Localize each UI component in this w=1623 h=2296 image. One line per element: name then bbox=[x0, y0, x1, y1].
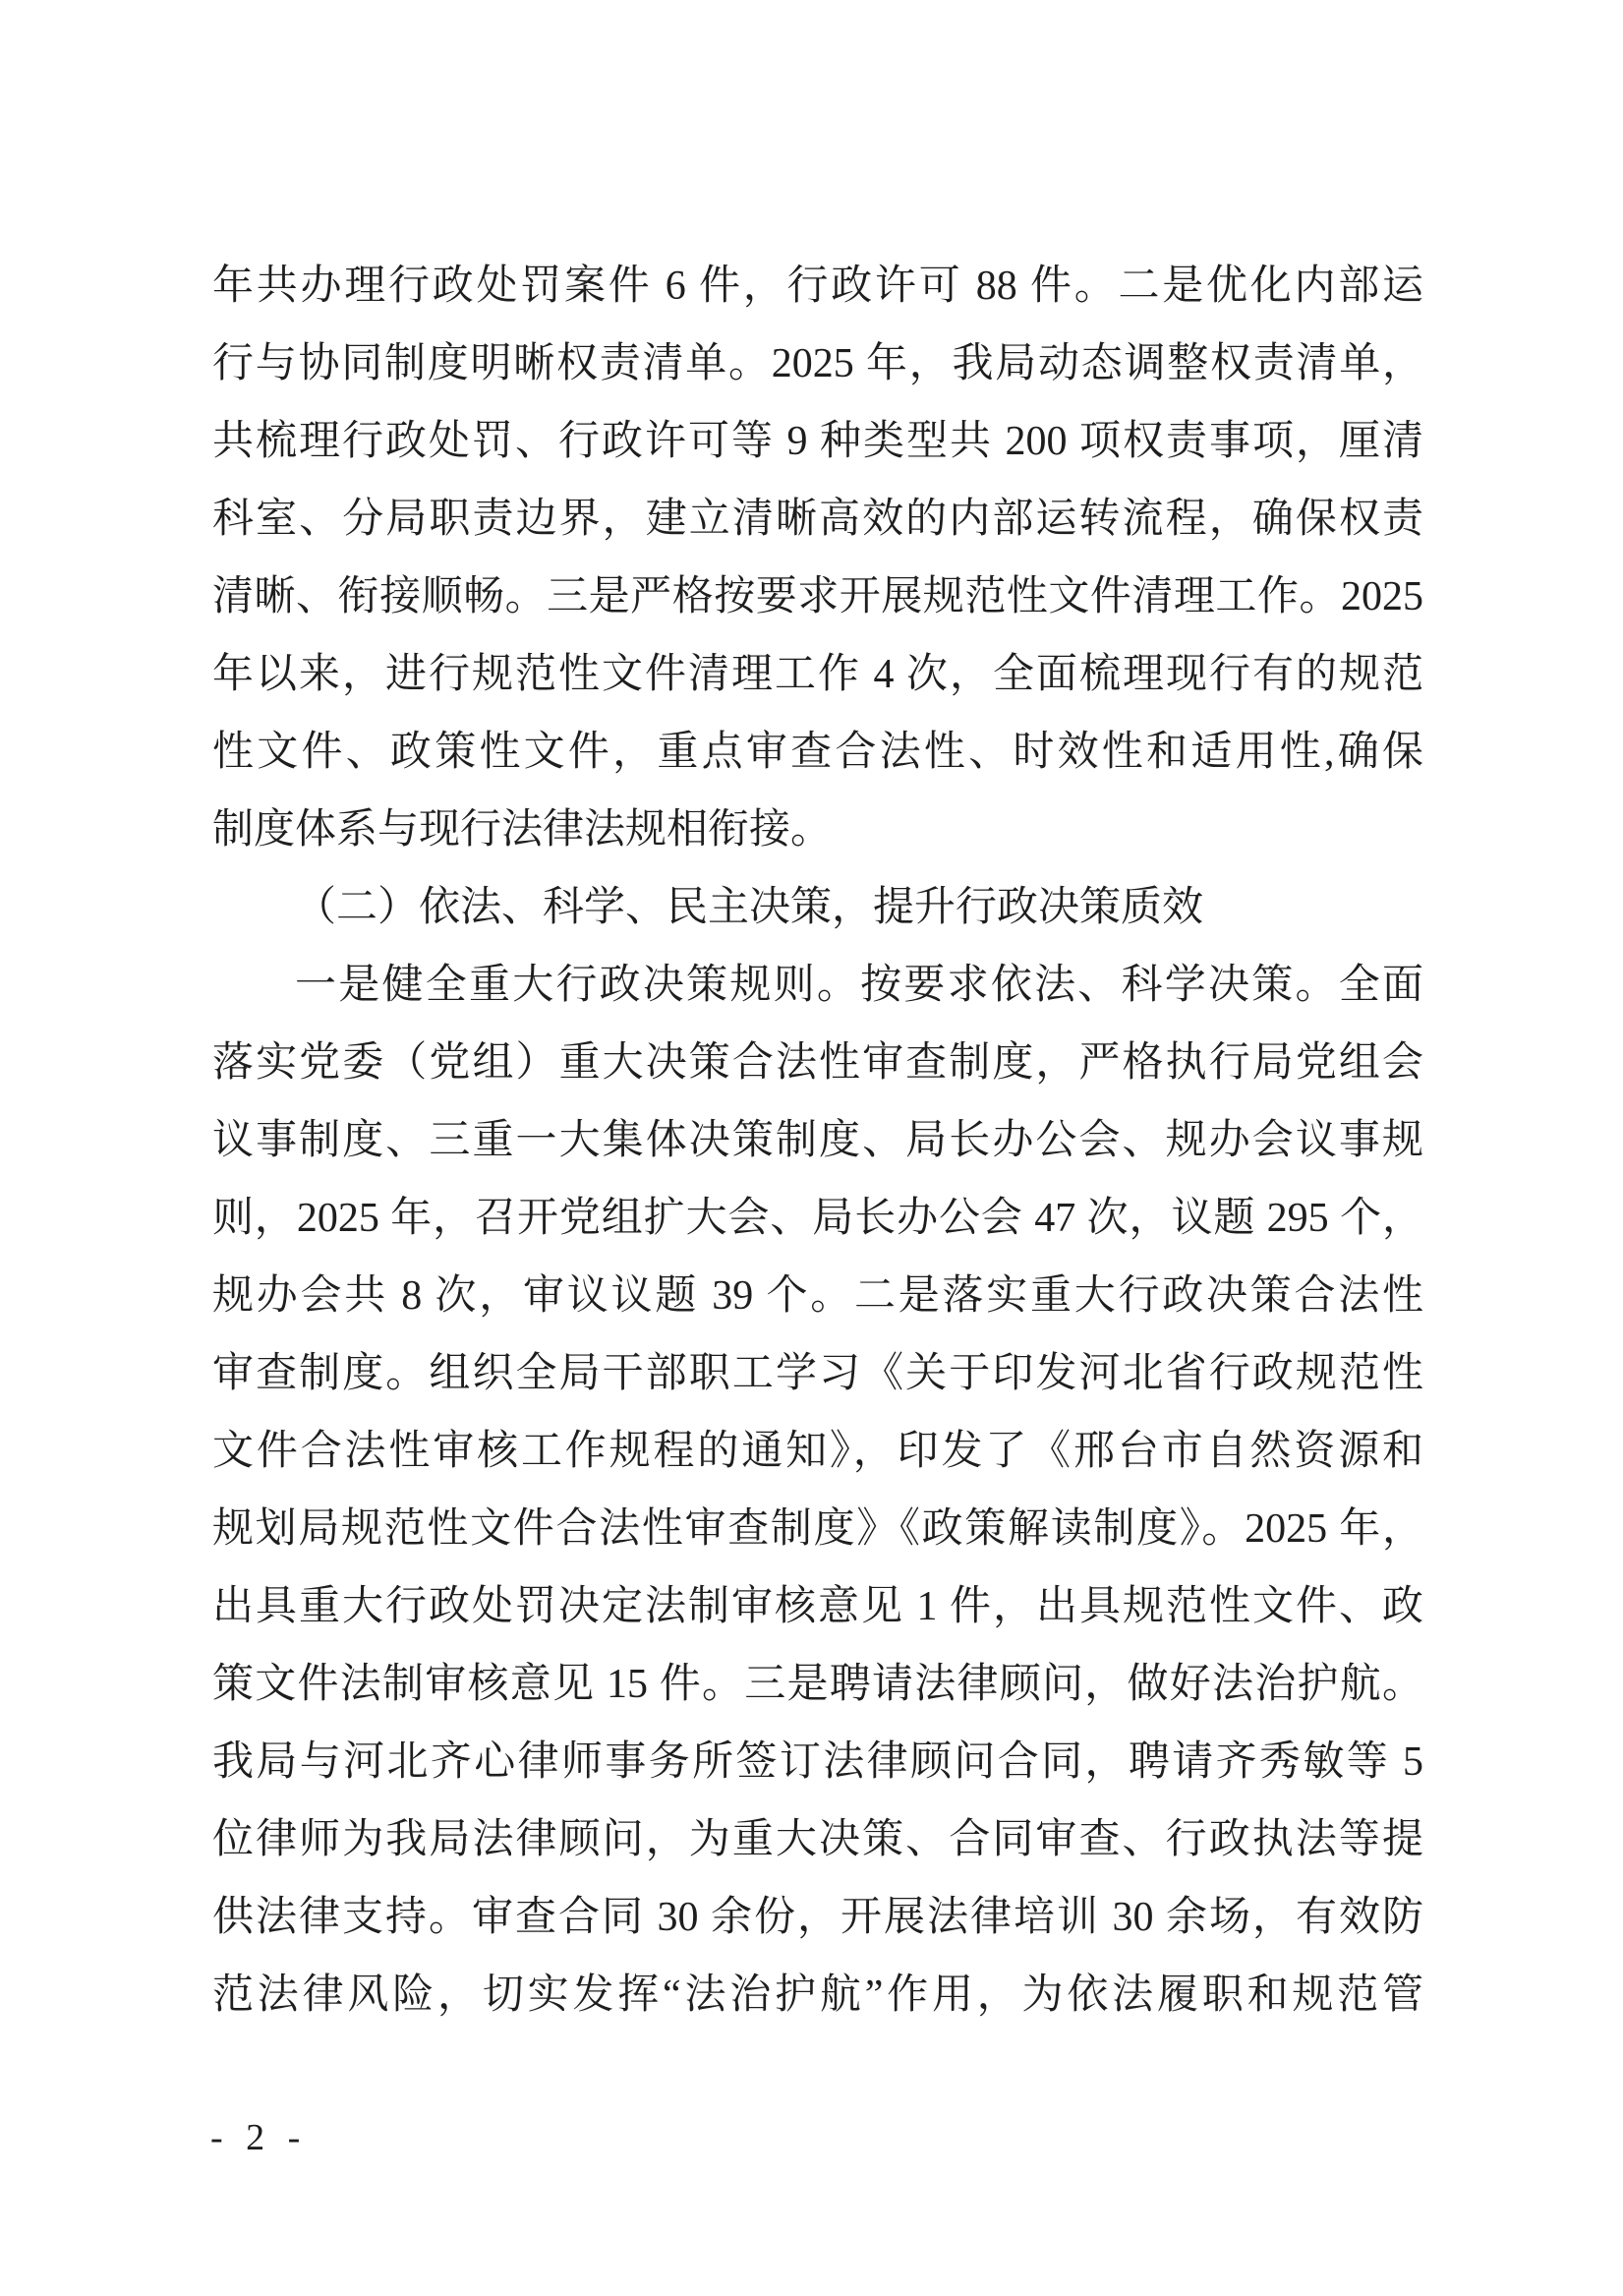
text-line: 则，2025 年，召开党组扩大会、局长办公会 47 次，议题 295 个， bbox=[212, 1196, 1423, 1241]
text-line: 策文件法制审核意见 15 件。三是聘请法律顾问，做好法治护航。 bbox=[212, 1662, 1423, 1707]
text-line: 供法律支持。审查合同 30 余份，开展法律培训 30 余场，有效防 bbox=[212, 1895, 1423, 1940]
section-heading: （二）依法、科学、民主决策，提升行政决策质效 bbox=[295, 885, 1204, 930]
text-line: 一是健全重大行政决策规则。按要求依法、科学决策。全面 bbox=[295, 963, 1423, 1008]
text-line: 范法律风险，切实发挥“法治护航”作用，为依法履职和规范管 bbox=[212, 1972, 1423, 2018]
text-line: 位律师为我局法律顾问，为重大决策、合同审查、行政执法等提 bbox=[212, 1817, 1423, 1862]
text-line: 年共办理行政处罚案件 6 件，行政许可 88 件。二是优化内部运 bbox=[212, 264, 1423, 309]
text-line: 文件合法性审核工作规程的通知》，印发了《邢台市自然资源和 bbox=[212, 1429, 1423, 1474]
text-line: 议事制度、三重一大集体决策制度、局长办公会、规办会议事规 bbox=[212, 1118, 1423, 1163]
text-line: 规办会共 8 次，审议议题 39 个。二是落实重大行政决策合法性 bbox=[212, 1273, 1423, 1319]
text-line: 落实党委（党组）重大决策合法性审查制度，严格执行局党组会 bbox=[212, 1040, 1423, 1086]
text-line: 年以来，进行规范性文件清理工作 4 次，全面梳理现行有的规范 bbox=[212, 652, 1423, 697]
text-line: 共梳理行政处罚、行政许可等 9 种类型共 200 项权责事项，厘清 bbox=[212, 419, 1423, 464]
document-body bbox=[212, 248, 1423, 2034]
text-line: 性文件、政策性文件，重点审查合法性、时效性和适用性,确保 bbox=[212, 730, 1423, 775]
text-line: 科室、分局职责边界，建立清晰高效的内部运转流程，确保权责 bbox=[212, 497, 1423, 542]
text-line: 审查制度。组织全局干部职工学习《关于印发河北省行政规范性 bbox=[212, 1351, 1423, 1396]
text-line: 制度体系与现行法律法规相衔接。 bbox=[212, 807, 833, 853]
text-line: 清晰、衔接顺畅。三是严格按要求开展规范性文件清理工作。2025 bbox=[212, 574, 1423, 619]
text-line: 出具重大行政处罚决定法制审核意见 1 件，出具规范性文件、政 bbox=[212, 1584, 1423, 1629]
page-number: - 2 - bbox=[210, 2117, 308, 2158]
text-line: 行与协同制度明晰权责清单。2025 年，我局动态调整权责清单， bbox=[212, 341, 1423, 386]
text-line: 我局与河北齐心律师事务所签订法律顾问合同，聘请齐秀敏等 5 bbox=[212, 1739, 1423, 1785]
text-line: 规划局规范性文件合法性审查制度》《政策解读制度》。2025 年， bbox=[212, 1506, 1423, 1552]
